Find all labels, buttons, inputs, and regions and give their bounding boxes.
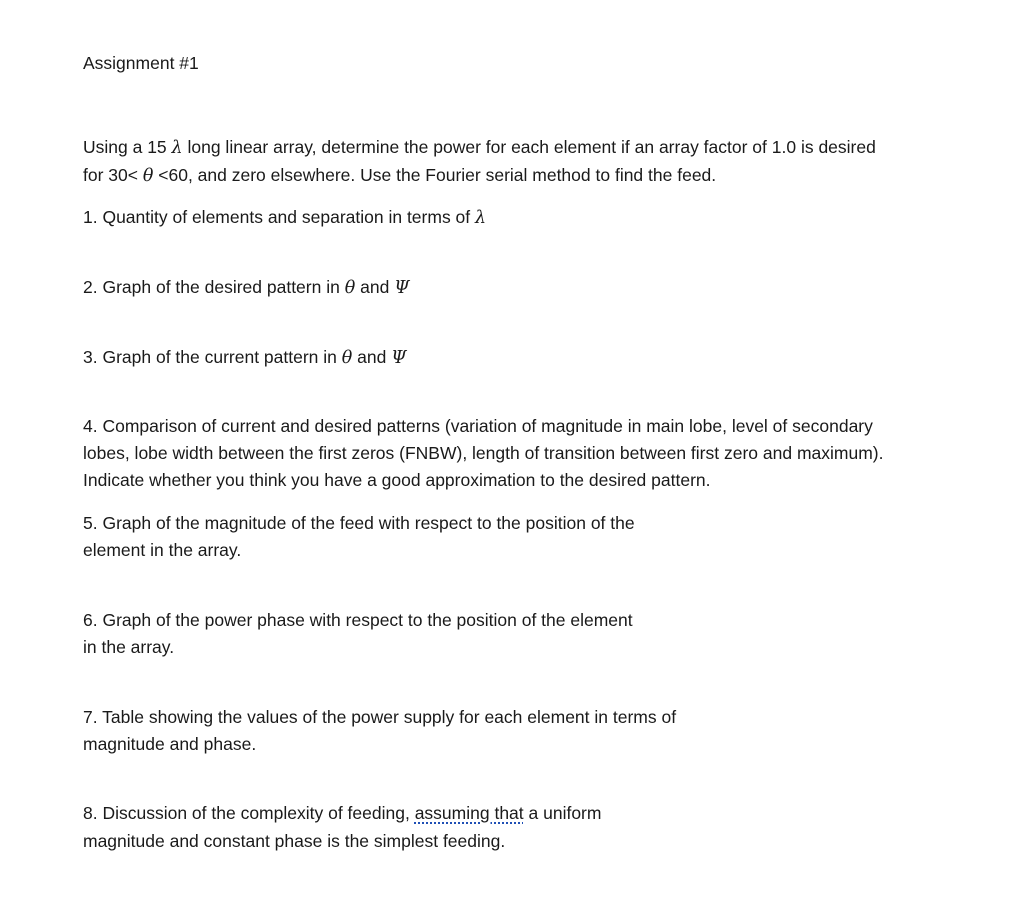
item-7-line-1: 7. Table showing the values of the power supply for each element in terms of — [83, 707, 677, 727]
document-title: Assignment #1 — [83, 53, 199, 73]
item-2-text: 2. Graph of the desired pattern in — [83, 277, 345, 297]
lambda-symbol: λ — [171, 138, 183, 158]
intro-line-2-text-b: <60, and zero elsewhere. Use the Fourier serial method to find the feed. — [153, 165, 717, 185]
psi-symbol: Ψ — [394, 278, 410, 298]
item-6-line-2: in the array. — [83, 637, 175, 657]
item-3-text: 3. Graph of the current pattern in — [83, 347, 342, 367]
item-7-line-2: magnitude and phase. — [83, 734, 257, 754]
item-6-line-1: 6. Graph of the power phase with respect to the position of the element — [83, 610, 633, 630]
psi-symbol: Ψ — [391, 348, 407, 368]
item-8-line-1 — [83, 802, 601, 824]
intro-line-2 — [83, 164, 716, 187]
item-4-line-3: Indicate whether you think you have a good approximation to the desired pattern. — [83, 470, 711, 490]
item-2-and: and — [355, 277, 395, 297]
item-3 — [83, 346, 407, 369]
intro-line-1 — [83, 136, 876, 159]
item-4-line-2: lobes, lobe width between the first zeros (FNBW), length of transition between first zero and maximum). — [83, 443, 884, 463]
intro-line-1-text-b: long linear array, determine the power for each element if an array factor of 1.0 is desired — [182, 137, 876, 157]
item-2 — [83, 276, 410, 299]
grammar-flagged-phrase[interactable]: assuming that — [414, 803, 524, 823]
theta-symbol: θ — [341, 348, 353, 368]
item-5-line-1: 5. Graph of the magnitude of the feed with respect to the position of the — [83, 513, 635, 533]
item-1 — [83, 206, 486, 229]
intro-line-2-text-a: for 30< — [83, 165, 143, 185]
intro-line-1-text-a: Using a 15 — [83, 137, 172, 157]
theta-symbol: θ — [344, 278, 356, 298]
item-8-line-2: magnitude and constant phase is the simplest feeding. — [83, 831, 506, 851]
item-8-text-a: 8. Discussion of the complexity of feeding, — [83, 803, 415, 823]
item-8-text-c: a uniform — [523, 803, 602, 823]
theta-symbol: θ — [142, 166, 154, 186]
lambda-symbol: λ — [475, 208, 487, 228]
item-4-line-1: 4. Comparison of current and desired patterns (variation of magnitude in main lobe, level of secondary — [83, 416, 873, 436]
item-3-and: and — [352, 347, 392, 367]
item-1-text: 1. Quantity of elements and separation in terms of — [83, 207, 476, 227]
item-5-line-2: element in the array. — [83, 540, 242, 560]
